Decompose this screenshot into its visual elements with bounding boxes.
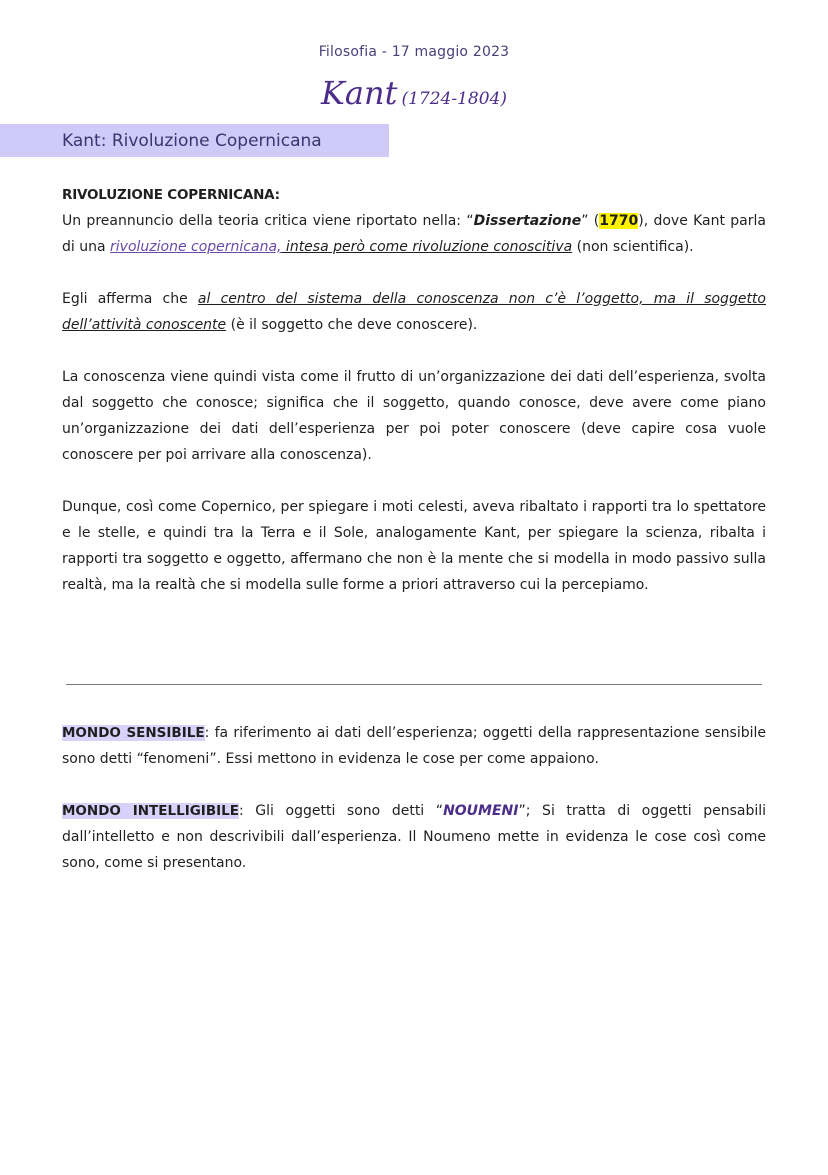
text-run: ”; Si tratta di oggetti pensabili dall’intelletto e non descrivibili dall’esperienza. Il Noumeno mette in evidenza le cose così come sono, come si presentano. <box>62 803 767 871</box>
rivoluzione-heading: RIVOLUZIONE COPERNICANA: <box>62 187 280 203</box>
paragraph-conoscenza: La conoscenza viene quindi vista come il frutto di un’organizzazione dei dati dell’esperienza, svolta dal soggetto che conosce; significa che il soggetto, quando conosce, deve avere come piano un’organizzazione dei dati dell’esperienza per poi poter conoscere (deve capire cosa vuole conoscere per poi arrivare alla conoscenza). <box>62 369 766 463</box>
text-run: : fa riferimento ai dati dell’esperienza; oggetti della rappresentazione sensibile sono detti “fenomeni”. Essi mettono in evidenza le cose per come appaiono. <box>62 725 767 767</box>
text-run: : Gli oggetti sono detti “ <box>238 803 444 819</box>
paragraph-soggetto <box>62 286 766 338</box>
subject-date: Filosofia - 17 maggio 2023 <box>318 44 510 60</box>
paragraph-copernico: Dunque, così come Copernico, per spiegare i moti celesti, aveva ribaltato i rapporti tra lo spettatore e le stelle, e quindi tra la Terra e il Sole, analogamente Kant, per spiegare la scienza, ribalta i rapporti tra soggetto e oggetto, affermano che non è la mente che si modella in modo passivo sulla realtà, ma la realtà che si modella sulle forme a priori attraverso cui la percepiamo. <box>62 499 766 593</box>
paragraph-spacer <box>62 260 766 286</box>
mondo-sensibile-label: MONDO SENSIBILE <box>62 725 205 741</box>
year-highlight: 1770 <box>599 213 639 229</box>
title-name: Kant <box>321 74 398 112</box>
text-run: (non scientifica). <box>572 239 694 255</box>
paragraph-spacer <box>62 772 766 798</box>
paragraph-dissertazione <box>62 208 766 260</box>
text-run: (è il soggetto che deve conoscere). <box>226 317 478 333</box>
paragraph-mondo-intelligibile <box>62 798 766 876</box>
title-years: (1724-1804) <box>401 89 507 109</box>
text-run: ), dove Kant parla di una <box>62 213 766 255</box>
mondo-intelligibile-label: MONDO INTELLIGIBILE <box>62 803 239 819</box>
paragraph-spacer <box>62 468 766 494</box>
rivoluzione-copernicana-link[interactable]: rivoluzione copernicana, <box>110 239 282 255</box>
underlined-phrase: al centro del sistema della conoscenza non c’è l’oggetto, ma il soggetto dell’attività conoscente <box>62 291 766 333</box>
mondi-section <box>62 720 766 876</box>
paragraph-mondo-sensibile <box>62 720 766 772</box>
text-run: Egli afferma che <box>62 291 198 307</box>
dissertazione-term: Dissertazione <box>473 213 582 229</box>
text-run: Un preannuncio della teoria critica viene riportato nella: “ <box>62 213 474 229</box>
rivoluzione-section <box>62 182 766 598</box>
text-run: ” ( <box>581 213 600 229</box>
paragraph-spacer <box>62 338 766 364</box>
noumeni-term: NOUMENI <box>443 803 519 819</box>
horizontal-divider <box>66 684 762 685</box>
underlined-phrase: intesa però come rivoluzione conoscitiva <box>281 239 573 255</box>
page-title <box>0 74 828 112</box>
section-heading: Kant: Rivoluzione Copernicana <box>62 131 322 151</box>
